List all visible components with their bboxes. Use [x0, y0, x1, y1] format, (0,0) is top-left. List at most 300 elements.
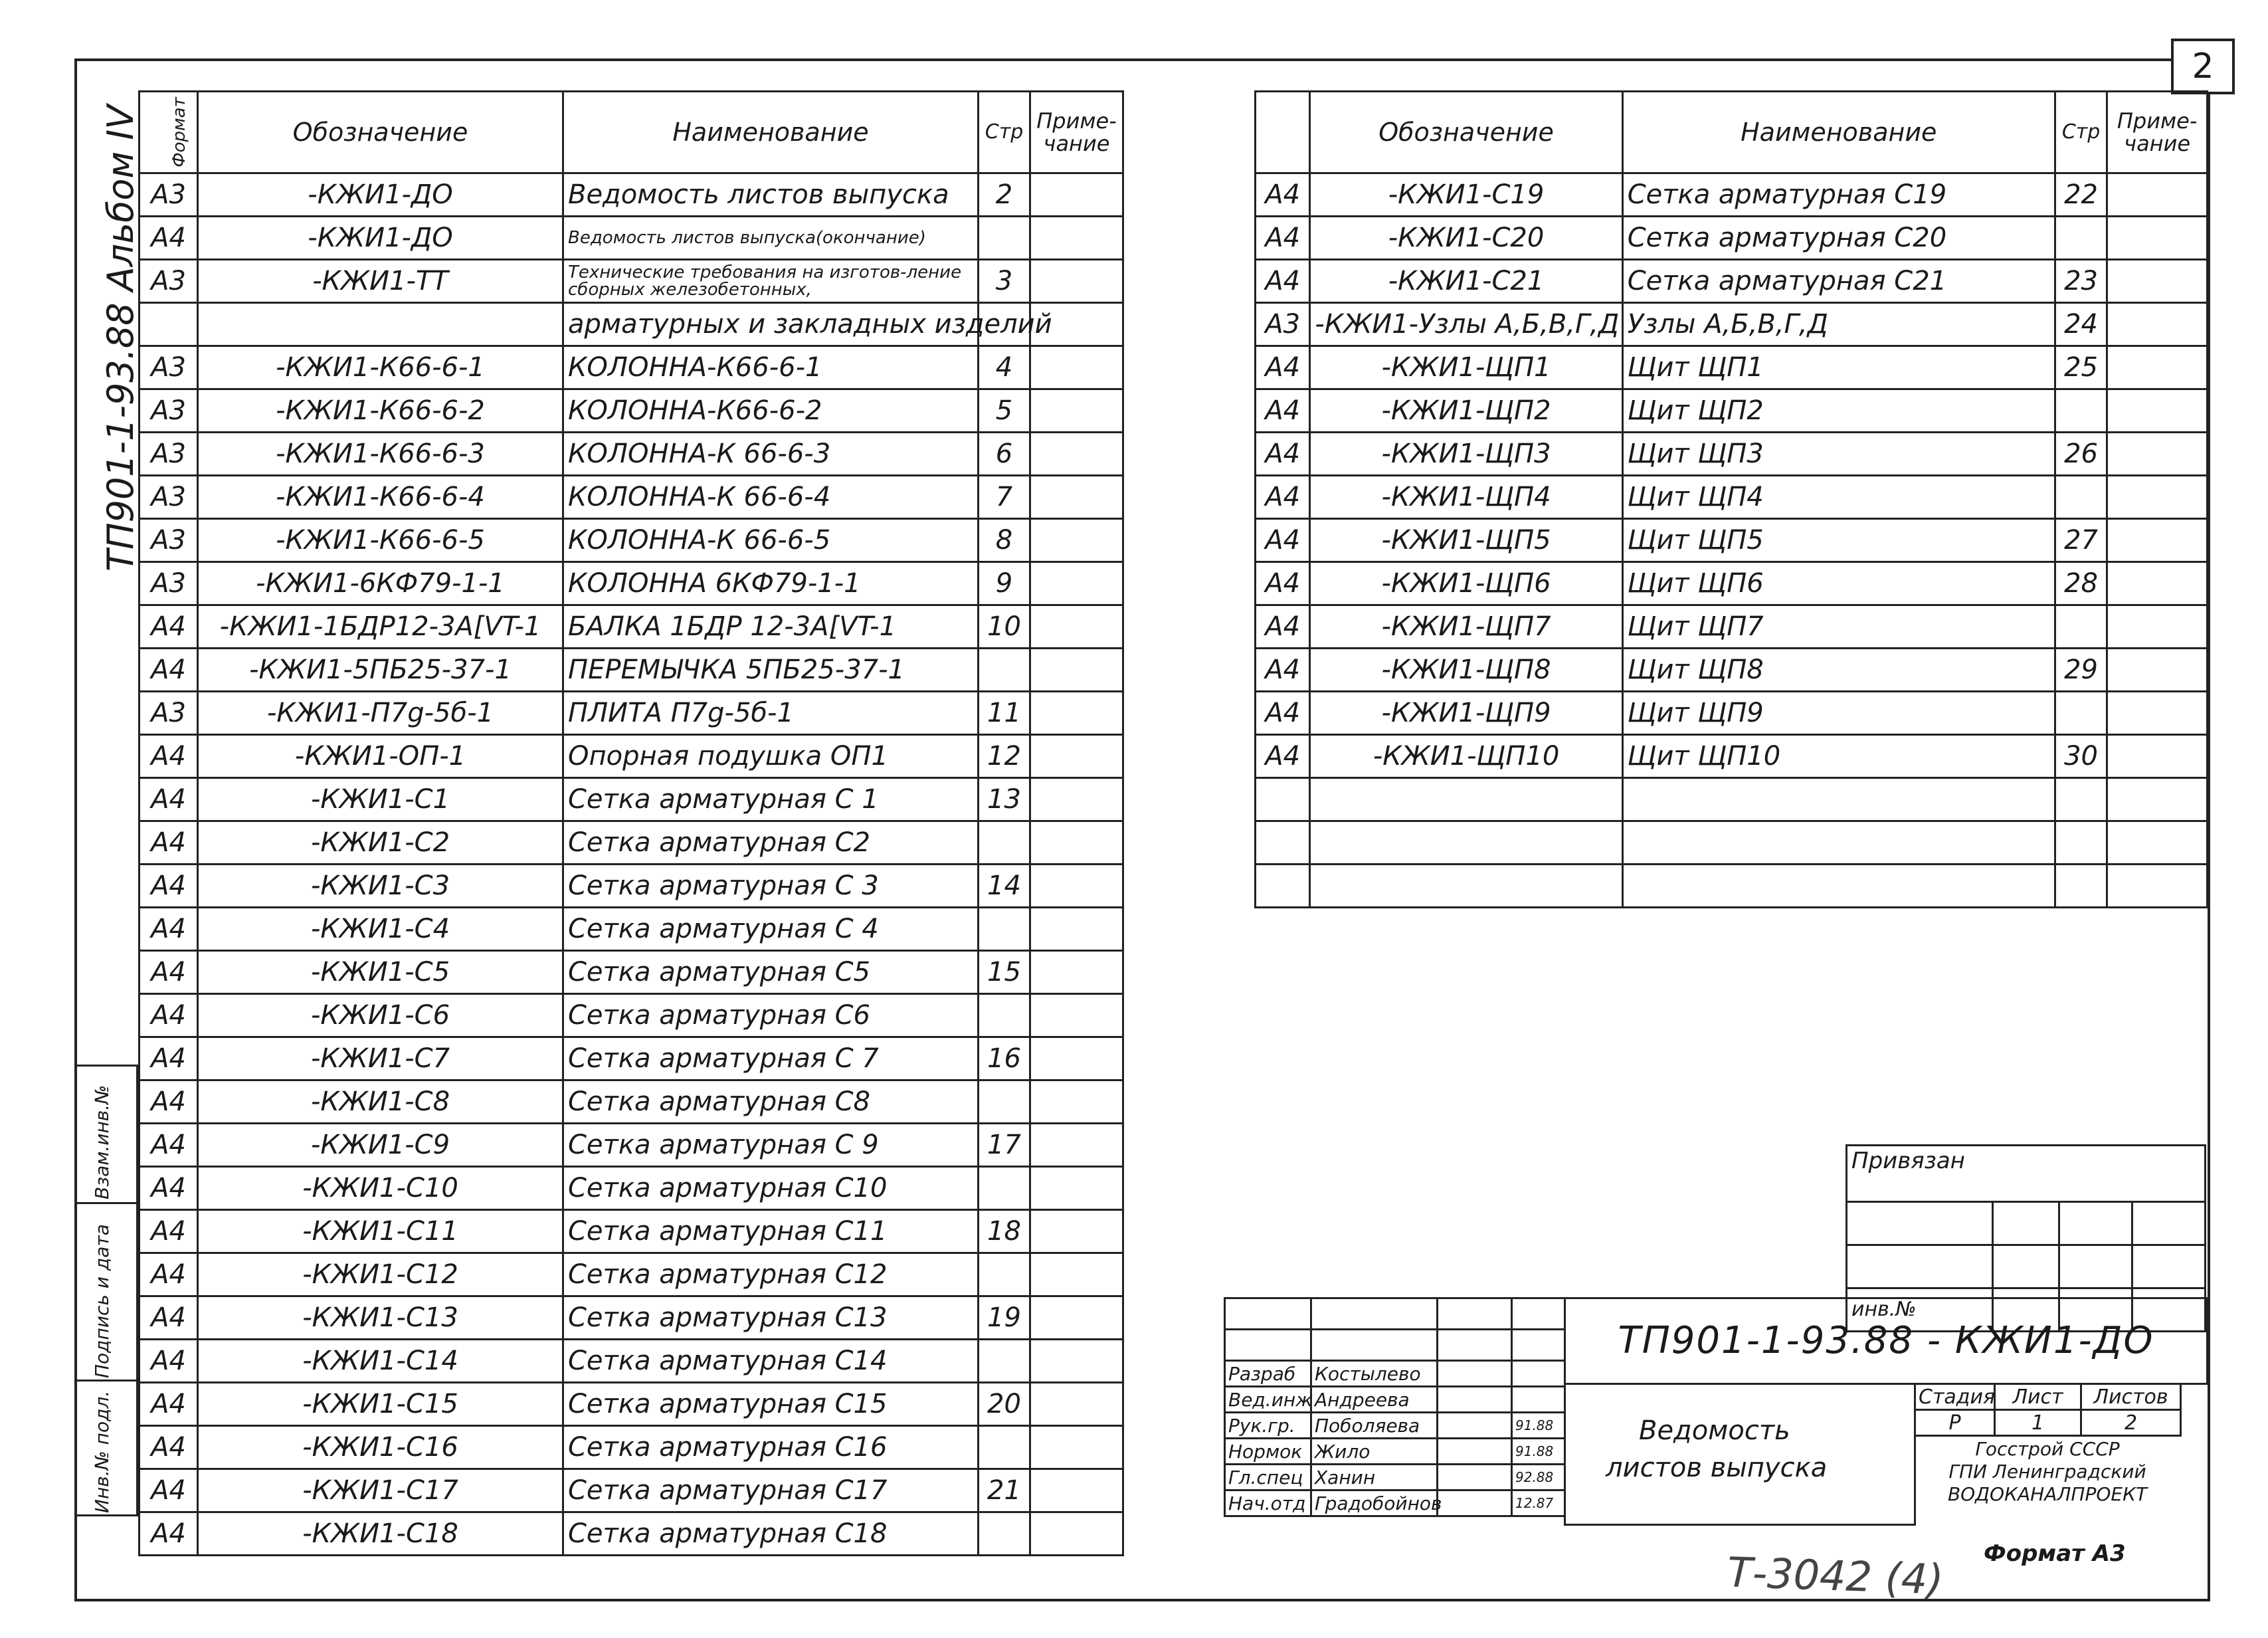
- left-row: [140, 951, 1123, 994]
- format-cell: А4: [140, 1253, 198, 1296]
- format-cell: А3: [140, 562, 198, 605]
- note-cell: [1030, 1210, 1123, 1253]
- left-row: [140, 1253, 1123, 1296]
- sig-blank: [1311, 1298, 1438, 1330]
- header-name: Наименование: [563, 92, 979, 173]
- name-cell: Сетка арматурная С13: [563, 1296, 979, 1340]
- left-row: [140, 908, 1123, 951]
- note-cell: [1030, 1383, 1123, 1426]
- name-cell: ПЛИТА П7g-5б-1: [563, 692, 979, 735]
- signature-row: [1225, 1465, 1565, 1490]
- sig-blank: [1438, 1298, 1512, 1330]
- page-cell: [979, 994, 1030, 1037]
- note-cell: [1030, 908, 1123, 951]
- designation-cell: -КЖИ1-К66-6-3: [198, 433, 563, 476]
- signature-row: [1225, 1490, 1565, 1516]
- format-cell: А4: [140, 1080, 198, 1124]
- page-cell: 7: [979, 476, 1030, 519]
- note-cell: [1030, 519, 1123, 562]
- name-cell: арматурных и закладных изделий: [563, 303, 979, 346]
- name-cell: Щит ЩП8: [1622, 649, 2055, 692]
- designation-cell: [1310, 865, 1622, 908]
- left-row: [140, 692, 1123, 735]
- inv-vzam-cell: [74, 1065, 138, 1204]
- left-row: [140, 1296, 1123, 1340]
- page-cell: [979, 1080, 1030, 1124]
- page-cell: 9: [979, 562, 1030, 605]
- signature-role: Вед.инж: [1225, 1387, 1311, 1413]
- designation-cell: -КЖИ1-ОП-1: [198, 735, 563, 778]
- note-cell: [2107, 217, 2208, 260]
- format-cell: А4: [140, 1167, 198, 1210]
- designation-cell: -КЖИ1-С3: [198, 865, 563, 908]
- title-line1: Ведомость: [1639, 1415, 1790, 1446]
- signature-sign: [1438, 1490, 1512, 1516]
- privyazan-cell: [2132, 1202, 2206, 1245]
- left-row: [140, 1210, 1123, 1253]
- signature-date: 91.88: [1512, 1439, 1565, 1465]
- privyazan-cell: [2059, 1245, 2132, 1288]
- designation-cell: -КЖИ1-С18: [198, 1512, 563, 1556]
- inv-vzam-label: Взам.инв.№: [91, 1084, 113, 1199]
- right-row: [1256, 562, 2208, 605]
- header-format: Формат: [140, 92, 198, 173]
- right-row: [1256, 433, 2208, 476]
- designation-cell: -КЖИ1-ЩП6: [1310, 562, 1622, 605]
- name-cell: Сетка арматурная С19: [1622, 173, 2055, 217]
- left-row: [140, 303, 1123, 346]
- left-row: [140, 346, 1123, 389]
- format-cell: А3: [140, 346, 198, 389]
- format-cell: А4: [140, 1383, 198, 1426]
- page-cell: 2: [979, 173, 1030, 217]
- signature-sign: [1438, 1413, 1512, 1439]
- name-cell: [1622, 821, 2055, 865]
- page-cell: 15: [979, 951, 1030, 994]
- name-cell: Технические требования на изготов-ление сборных железобетонных,: [563, 260, 979, 303]
- name-cell: Сетка арматурная С10: [563, 1167, 979, 1210]
- sig-blank: [1225, 1298, 1311, 1330]
- name-cell: Сетка арматурная С 9: [563, 1124, 979, 1167]
- signature-date: 12.87: [1512, 1490, 1565, 1516]
- page-cell: 14: [979, 865, 1030, 908]
- note-cell: [1030, 1124, 1123, 1167]
- right-row: [1256, 649, 2208, 692]
- name-cell: Щит ЩП6: [1622, 562, 2055, 605]
- name-cell: Щит ЩП2: [1622, 389, 2055, 433]
- designation-cell: -КЖИ1-ДО: [198, 217, 563, 260]
- page-cell: 3: [979, 260, 1030, 303]
- left-row: [140, 1167, 1123, 1210]
- left-row: [140, 994, 1123, 1037]
- note-cell: [1030, 260, 1123, 303]
- right-row: [1256, 389, 2208, 433]
- format-cell: [140, 303, 198, 346]
- sig-blank: [1311, 1330, 1438, 1361]
- right-row: [1256, 821, 2208, 865]
- title-cell: [1564, 1383, 1916, 1526]
- designation-cell: -КЖИ1-К66-6-4: [198, 476, 563, 519]
- left-row: [140, 260, 1123, 303]
- designation-cell: -КЖИ1-5ПБ25-37-1: [198, 649, 563, 692]
- org-line2: ГПИ Ленинградский: [1948, 1461, 2146, 1483]
- page-cell: 29: [2055, 649, 2107, 692]
- name-cell: [1622, 778, 2055, 821]
- note-cell: [2107, 346, 2208, 389]
- privyazan-cell: [2132, 1245, 2206, 1288]
- privyazan-inv: инв.№: [1847, 1288, 1993, 1332]
- note-cell: [1030, 778, 1123, 821]
- name-cell: Сетка арматурная С18: [563, 1512, 979, 1556]
- page-cell: 22: [2055, 173, 2107, 217]
- note-cell: [1030, 346, 1123, 389]
- signature-sign: [1438, 1465, 1512, 1490]
- note-cell: [2107, 735, 2208, 778]
- sign-date-label: Подпись и дата: [91, 1224, 113, 1378]
- privyazan-cell: [1847, 1245, 1993, 1288]
- note-cell: [1030, 173, 1123, 217]
- name-cell: Узлы А,Б,В,Г,Д: [1622, 303, 2055, 346]
- designation-cell: -КЖИ1-С10: [198, 1167, 563, 1210]
- format-cell: А4: [140, 735, 198, 778]
- note-cell: [1030, 994, 1123, 1037]
- signature-role: Рук.гр.: [1225, 1413, 1311, 1439]
- right-row: [1256, 735, 2208, 778]
- signature-date: 92.88: [1512, 1465, 1565, 1490]
- org-line1: Госстрой СССР: [1975, 1438, 2120, 1460]
- format-cell: А3: [140, 433, 198, 476]
- note-cell: [1030, 692, 1123, 735]
- format-cell: А4: [140, 1124, 198, 1167]
- signature-name: Андреева: [1311, 1387, 1438, 1413]
- header-designation: Обозначение: [198, 92, 563, 173]
- page-cell: [979, 1426, 1030, 1469]
- signature-name: Костылево: [1311, 1361, 1438, 1387]
- side-strip: [74, 1065, 138, 1516]
- name-cell: Сетка арматурная С17: [563, 1469, 979, 1512]
- note-cell: [2107, 389, 2208, 433]
- designation-cell: -КЖИ1-С19: [1310, 173, 1622, 217]
- format-cell: А4: [1256, 562, 1310, 605]
- note-cell: [2107, 562, 2208, 605]
- page-cell: [2055, 865, 2107, 908]
- left-row: [140, 649, 1123, 692]
- page-cell: 19: [979, 1296, 1030, 1340]
- note-cell: [1030, 1426, 1123, 1469]
- designation-cell: -КЖИ1-С2: [198, 821, 563, 865]
- page-cell: [2055, 605, 2107, 649]
- sig-blank: [1438, 1330, 1512, 1361]
- designation-cell: -КЖИ1-К66-6-5: [198, 519, 563, 562]
- note-cell: [1030, 1167, 1123, 1210]
- sign-date-cell: [74, 1202, 138, 1382]
- name-cell: Сетка арматурная С21: [1622, 260, 2055, 303]
- name-cell: КОЛОННА-К66-6-2: [563, 389, 979, 433]
- name-cell: КОЛОННА 6КФ79-1-1: [563, 562, 979, 605]
- right-row: [1256, 476, 2208, 519]
- note-cell: [2107, 173, 2208, 217]
- format-cell: А3: [140, 260, 198, 303]
- page-cell: [2055, 476, 2107, 519]
- name-cell: Сетка арматурная С 1: [563, 778, 979, 821]
- left-row: [140, 562, 1123, 605]
- note-cell: [2107, 433, 2208, 476]
- designation-cell: -КЖИ1-1БДР12-3А[VT-1: [198, 605, 563, 649]
- page-cell: 16: [979, 1037, 1030, 1080]
- header-note-right: Приме-чание: [2107, 92, 2208, 173]
- header-page-right: Стр: [2055, 92, 2107, 173]
- format-cell: А4: [1256, 735, 1310, 778]
- left-row: [140, 433, 1123, 476]
- designation-cell: -КЖИ1-С14: [198, 1340, 563, 1383]
- sheets-value: 2: [2081, 1410, 2181, 1436]
- format-cell: А4: [140, 1037, 198, 1080]
- name-cell: Сетка арматурная С 4: [563, 908, 979, 951]
- note-cell: [1030, 1296, 1123, 1340]
- note-cell: [1030, 1340, 1123, 1383]
- page-cell: [979, 649, 1030, 692]
- right-sheet-table: [1254, 90, 2208, 908]
- note-cell: [1030, 389, 1123, 433]
- document-code: ТП901-1-93.88 - КЖИ1-ДО: [1564, 1297, 2208, 1385]
- designation-cell: -КЖИ1-ЩП2: [1310, 389, 1622, 433]
- privyazan-cell: [2059, 1202, 2132, 1245]
- note-cell: [1030, 1253, 1123, 1296]
- designation-cell: -КЖИ1-ЩП10: [1310, 735, 1622, 778]
- note-cell: [2107, 778, 2208, 821]
- format-cell: А4: [140, 1340, 198, 1383]
- format-cell: А4: [1256, 173, 1310, 217]
- header-format-right: [1256, 92, 1310, 173]
- signature-name: Ханин: [1311, 1465, 1438, 1490]
- signature-row: [1225, 1361, 1565, 1387]
- left-row: [140, 1512, 1123, 1556]
- page-cell: 5: [979, 389, 1030, 433]
- name-cell: БАЛКА 1БДР 12-3А[VT-1: [563, 605, 979, 649]
- name-cell: Сетка арматурная С2: [563, 821, 979, 865]
- privyazan-cell: [1993, 1202, 2059, 1245]
- note-cell: [1030, 562, 1123, 605]
- left-row: [140, 735, 1123, 778]
- format-cell: А3: [140, 173, 198, 217]
- designation-cell: -КЖИ1-К66-6-1: [198, 346, 563, 389]
- signature-row: [1225, 1439, 1565, 1465]
- sig-blank: [1512, 1330, 1565, 1361]
- left-row: [140, 605, 1123, 649]
- name-cell: Щит ЩП7: [1622, 605, 2055, 649]
- note-cell: [1030, 605, 1123, 649]
- name-cell: КОЛОННА-К66-6-1: [563, 346, 979, 389]
- left-row: [140, 1080, 1123, 1124]
- left-row: [140, 1383, 1123, 1426]
- right-row: [1256, 346, 2208, 389]
- note-cell: [1030, 649, 1123, 692]
- designation-cell: [1310, 778, 1622, 821]
- page-cell: 17: [979, 1124, 1030, 1167]
- left-row: [140, 1124, 1123, 1167]
- name-cell: Сетка арматурная С15: [563, 1383, 979, 1426]
- page-cell: 25: [2055, 346, 2107, 389]
- designation-cell: -КЖИ1-К66-6-2: [198, 389, 563, 433]
- page-cell: 24: [2055, 303, 2107, 346]
- sig-blank: [1512, 1298, 1565, 1330]
- designation-cell: -КЖИ1-С16: [198, 1426, 563, 1469]
- page-cell: 18: [979, 1210, 1030, 1253]
- privyazan-cell: [1847, 1202, 1993, 1245]
- right-row: [1256, 260, 2208, 303]
- right-row: [1256, 303, 2208, 346]
- format-note: Формат А3: [1984, 1540, 2126, 1567]
- page-cell: 12: [979, 735, 1030, 778]
- inv-podl-label: Инв.№ подл.: [91, 1390, 113, 1513]
- privyazan-title: Привязан: [1847, 1146, 2206, 1202]
- designation-cell: -КЖИ1-ДО: [198, 173, 563, 217]
- format-cell: А4: [140, 1469, 198, 1512]
- note-cell: [1030, 476, 1123, 519]
- designation-cell: [198, 303, 563, 346]
- name-cell: Сетка арматурная С 3: [563, 865, 979, 908]
- left-row: [140, 519, 1123, 562]
- left-row: [140, 173, 1123, 217]
- right-row: [1256, 173, 2208, 217]
- name-cell: Сетка арматурная С14: [563, 1340, 979, 1383]
- name-cell: КОЛОННА-К 66-6-4: [563, 476, 979, 519]
- name-cell: Сетка арматурная С20: [1622, 217, 2055, 260]
- signature-name: Градобойнов: [1311, 1490, 1438, 1516]
- signature-row: [1225, 1413, 1565, 1439]
- format-cell: А3: [140, 519, 198, 562]
- designation-cell: -КЖИ1-С4: [198, 908, 563, 951]
- name-cell: Ведомость листов выпуска(окончание): [563, 217, 979, 260]
- left-row: [140, 217, 1123, 260]
- designation-cell: -КЖИ1-С5: [198, 951, 563, 994]
- note-cell: [1030, 1512, 1123, 1556]
- org-line3: ВОДОКАНАЛПРОЕКТ: [1947, 1483, 2148, 1505]
- note-cell: [2107, 821, 2208, 865]
- format-cell: А3: [140, 389, 198, 433]
- signature-role: Гл.спец: [1225, 1465, 1311, 1490]
- name-cell: [1622, 865, 2055, 908]
- format-cell: А4: [1256, 649, 1310, 692]
- album-label: ТП901-1-93.88 Альбом IV: [100, 104, 142, 571]
- name-cell: Сетка арматурная С5: [563, 951, 979, 994]
- format-cell: А4: [140, 605, 198, 649]
- format-cell: А4: [140, 865, 198, 908]
- sheet-label: Лист: [1995, 1384, 2081, 1410]
- name-cell: Сетка арматурная С12: [563, 1253, 979, 1296]
- designation-cell: -КЖИ1-ТТ: [198, 260, 563, 303]
- page-cell: 11: [979, 692, 1030, 735]
- page-cell: 10: [979, 605, 1030, 649]
- left-row: [140, 865, 1123, 908]
- name-cell: Щит ЩП4: [1622, 476, 2055, 519]
- page-cell: 26: [2055, 433, 2107, 476]
- signature-row: [1225, 1387, 1565, 1413]
- signature-date: [1512, 1387, 1565, 1413]
- title-line2: листов выпуска: [1606, 1453, 1828, 1483]
- note-cell: [2107, 519, 2208, 562]
- format-cell: А4: [140, 778, 198, 821]
- left-row: [140, 389, 1123, 433]
- name-cell: Ведомость листов выпуска: [563, 173, 979, 217]
- signature-name: Поболяева: [1311, 1413, 1438, 1439]
- page-cell: [979, 821, 1030, 865]
- format-cell: А4: [1256, 476, 1310, 519]
- signatures-table: [1224, 1297, 1566, 1517]
- page-cell: 28: [2055, 562, 2107, 605]
- page-cell: 27: [2055, 519, 2107, 562]
- name-cell: КОЛОННА-К 66-6-3: [563, 433, 979, 476]
- designation-cell: -КЖИ1-ЩП5: [1310, 519, 1622, 562]
- name-cell: Щит ЩП3: [1622, 433, 2055, 476]
- name-cell: Сетка арматурная С16: [563, 1426, 979, 1469]
- left-row: [140, 1037, 1123, 1080]
- inv-podl-cell: [74, 1380, 138, 1516]
- left-row: [140, 1340, 1123, 1383]
- designation-cell: -КЖИ1-ЩП8: [1310, 649, 1622, 692]
- designation-cell: -КЖИ1-С13: [198, 1296, 563, 1340]
- signature-sign: [1438, 1439, 1512, 1465]
- designation-cell: -КЖИ1-С15: [198, 1383, 563, 1426]
- format-cell: А4: [140, 217, 198, 260]
- signature-role: Разраб: [1225, 1361, 1311, 1387]
- stage-label: Стадия: [1915, 1384, 1995, 1410]
- right-row: [1256, 778, 2208, 821]
- page-cell: [2055, 389, 2107, 433]
- designation-cell: -КЖИ1-С20: [1310, 217, 1622, 260]
- note-cell: [1030, 433, 1123, 476]
- signature-sign: [1438, 1361, 1512, 1387]
- designation-cell: -КЖИ1-ЩП7: [1310, 605, 1622, 649]
- signature-role: Нач.отд: [1225, 1490, 1311, 1516]
- title-block: [1224, 1297, 2208, 1526]
- name-cell: Щит ЩП5: [1622, 519, 2055, 562]
- format-cell: [1256, 865, 1310, 908]
- right-row: [1256, 865, 2208, 908]
- page-cell: 23: [2055, 260, 2107, 303]
- designation-cell: -КЖИ1-С8: [198, 1080, 563, 1124]
- format-cell: А4: [1256, 260, 1310, 303]
- note-cell: [1030, 1080, 1123, 1124]
- name-cell: Сетка арматурная С6: [563, 994, 979, 1037]
- note-cell: [2107, 649, 2208, 692]
- designation-cell: -КЖИ1-ЩП9: [1310, 692, 1622, 735]
- note-cell: [1030, 1037, 1123, 1080]
- signature-date: [1512, 1361, 1565, 1387]
- sheet-value: 1: [1995, 1410, 2081, 1436]
- designation-cell: [1310, 821, 1622, 865]
- format-cell: А4: [140, 1512, 198, 1556]
- stage-table: [1914, 1383, 2182, 1437]
- left-row: [140, 821, 1123, 865]
- header-designation-right: Обозначение: [1310, 92, 1622, 173]
- page-cell: 30: [2055, 735, 2107, 778]
- name-cell: ПЕРЕМЫЧКА 5ПБ25-37-1: [563, 649, 979, 692]
- designation-cell: -КЖИ1-С17: [198, 1469, 563, 1512]
- left-row: [140, 1426, 1123, 1469]
- note-cell: [2107, 605, 2208, 649]
- format-cell: А4: [140, 1426, 198, 1469]
- sheets-label: Листов: [2081, 1384, 2181, 1410]
- stage-value: Р: [1915, 1410, 1995, 1436]
- header-note: Приме-чание: [1030, 92, 1123, 173]
- page-cell: [979, 1512, 1030, 1556]
- note-cell: [2107, 476, 2208, 519]
- page-cell: 8: [979, 519, 1030, 562]
- designation-cell: -КЖИ1-С6: [198, 994, 563, 1037]
- format-cell: А4: [1256, 519, 1310, 562]
- format-cell: А4: [140, 951, 198, 994]
